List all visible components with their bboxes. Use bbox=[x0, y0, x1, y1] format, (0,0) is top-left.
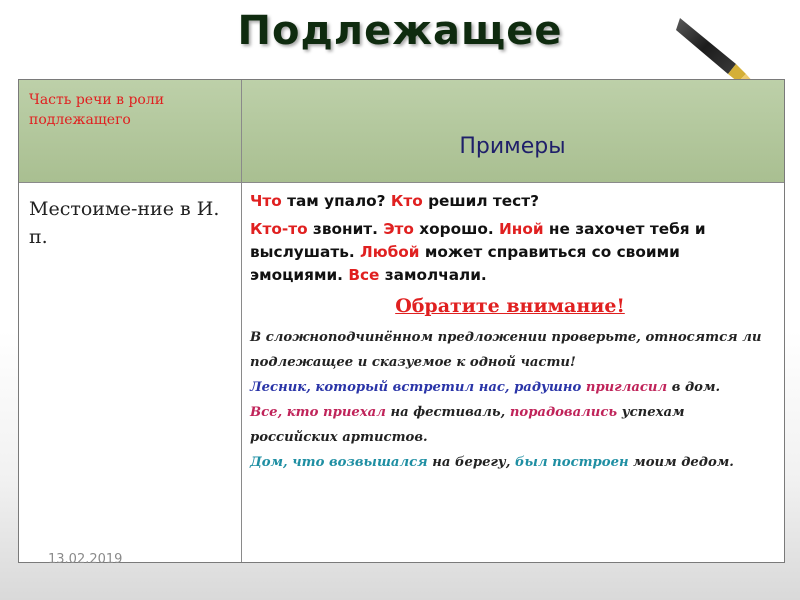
cell-examples bbox=[250, 190, 770, 475]
content-table bbox=[18, 79, 785, 563]
subject-clause: Все, кто приехал bbox=[250, 405, 386, 420]
text-run: звонит. bbox=[307, 220, 384, 238]
slide-title: Подлежащее bbox=[237, 8, 563, 54]
subject-word: Иной bbox=[498, 220, 544, 238]
subject-word: Что bbox=[250, 192, 282, 210]
header-examples: Примеры bbox=[459, 134, 566, 159]
text-run: может справиться со своими эмоциями. bbox=[250, 243, 680, 284]
row-divider bbox=[19, 182, 784, 183]
subject-word: Кто-то bbox=[250, 220, 308, 238]
subject-word: Любой bbox=[360, 243, 420, 261]
text-run: замолчали. bbox=[379, 266, 487, 284]
note-text: В сложноподчинённом предложении проверьте, относятся ли подлежащее и сказуемое к одной части! bbox=[250, 330, 762, 370]
attention-heading: Обратите внимание! bbox=[395, 295, 625, 317]
example-line-2 bbox=[250, 218, 770, 287]
slide-date: 13.02.2019 bbox=[48, 552, 123, 567]
subject-clause: Дом, что возвышался bbox=[250, 455, 428, 470]
subject-word: Все bbox=[348, 266, 380, 284]
predicate: порадовались bbox=[509, 405, 618, 420]
header-part-of-speech: Часть речи в роли подлежащего bbox=[29, 92, 165, 128]
text-run: решил тест? bbox=[422, 192, 539, 210]
subject-word: Это bbox=[383, 220, 414, 238]
text-run: в дом. bbox=[667, 380, 721, 395]
predicate: был построен bbox=[515, 455, 629, 470]
text-run: на фестиваль, bbox=[385, 405, 510, 420]
predicate: пригласил bbox=[585, 380, 668, 395]
text-run: Лесник, который встретил нас, радушно bbox=[250, 380, 586, 395]
text-run: моим дедом. bbox=[628, 455, 734, 470]
sentence-3 bbox=[250, 450, 770, 475]
example-line-1 bbox=[250, 190, 770, 213]
text-run: там упало? bbox=[281, 192, 391, 210]
subject-word: Кто bbox=[390, 192, 423, 210]
sentence-2 bbox=[250, 400, 770, 450]
cell-pronoun: Местоиме-ние в И. п. bbox=[29, 198, 220, 248]
text-run: успехам российских артистов. bbox=[250, 405, 685, 445]
text-run: не захочет тебя и выслушать. bbox=[250, 220, 706, 261]
sentence-1 bbox=[250, 375, 770, 400]
text-run: хорошо. bbox=[413, 220, 499, 238]
text-run: на берегу, bbox=[427, 455, 515, 470]
